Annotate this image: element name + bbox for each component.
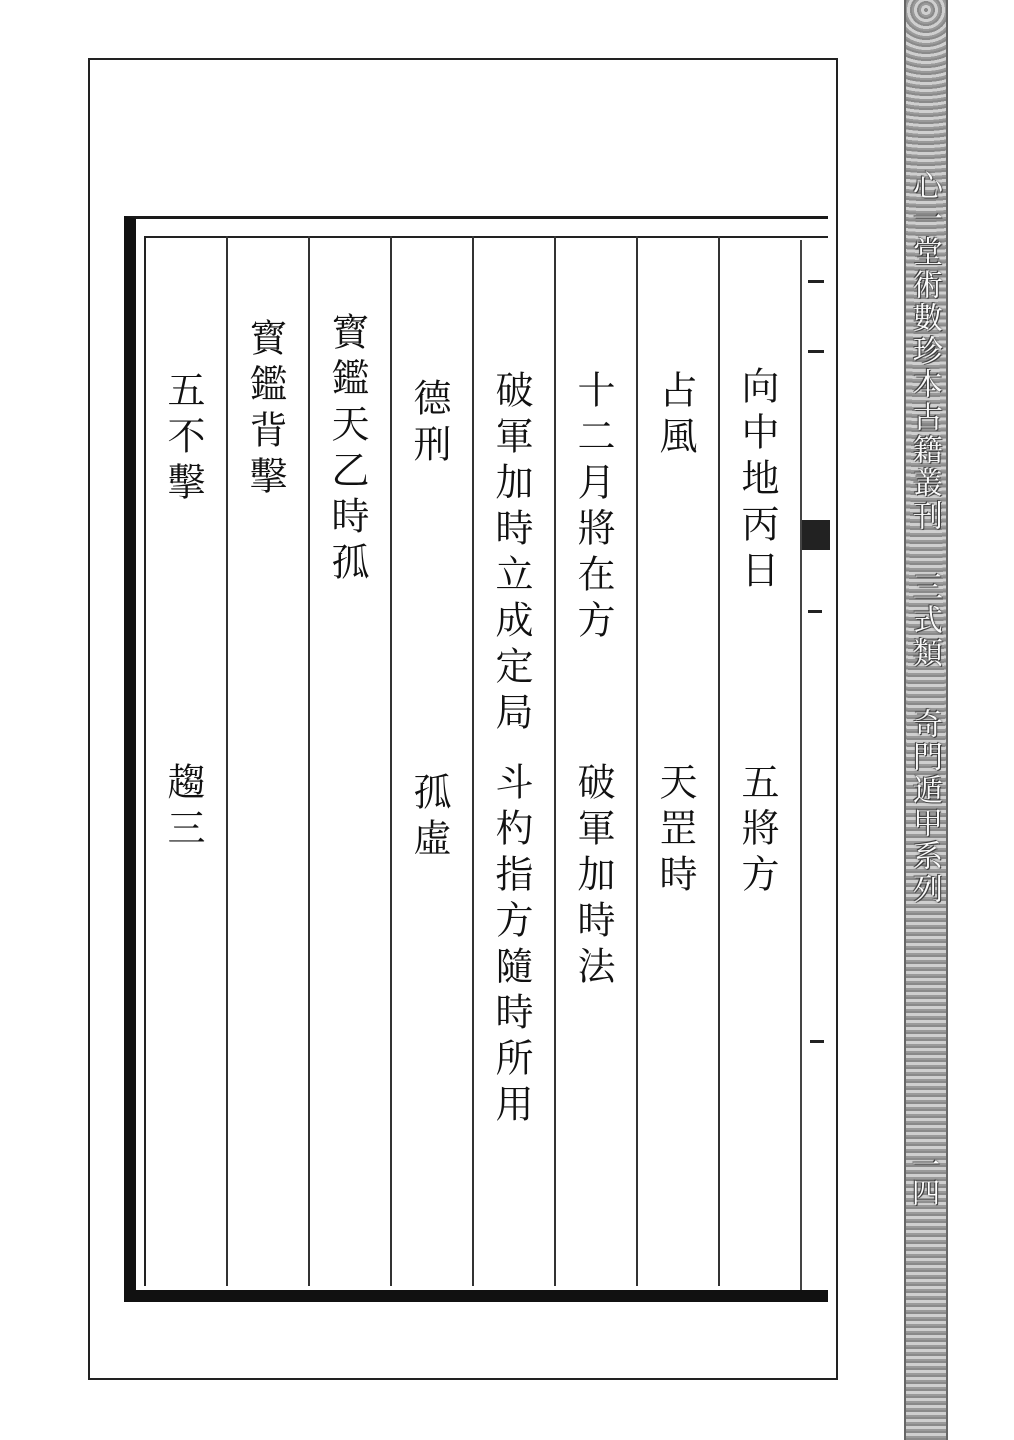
column-3-sub: 破軍加時法 (571, 762, 615, 992)
column-8-main: 五不擊 (161, 370, 205, 508)
print-block-border (124, 216, 828, 1302)
page-fragment (800, 240, 830, 1290)
column-6-main: 寳鑑天乙時孤 (325, 312, 369, 588)
top-rule (144, 236, 828, 238)
column-4-sub: 斗杓指方隨時所用 (489, 762, 533, 1130)
column-2-main: 占風 (653, 370, 697, 462)
column-divider (554, 236, 556, 1286)
left-rule (144, 236, 146, 1286)
column-7-main: 寳鑑背擊 (243, 318, 287, 502)
column-5-main: 德刑 (407, 378, 451, 470)
column-5-sub: 孤虛 (407, 772, 451, 864)
column-divider (636, 236, 638, 1286)
column-1-sub: 五將方 (735, 762, 779, 900)
column-3-main: 十二月將在方 (571, 370, 615, 646)
column-8-sub: 趨三 (161, 762, 205, 854)
column-divider (308, 236, 310, 1286)
column-4-main: 破軍加時立成定局 (489, 370, 533, 738)
column-divider (472, 236, 474, 1286)
fragment-mark (808, 610, 822, 613)
column-divider (226, 236, 228, 1286)
series-title: 心一堂術數珍本古籍叢刊 三式類 奇門遁甲系列 (907, 170, 942, 906)
column-1-main: 向中地丙日 (735, 366, 779, 596)
column-2-sub: 天罡時 (653, 762, 697, 900)
fragment-mark (808, 350, 824, 353)
column-divider (390, 236, 392, 1286)
column-divider (718, 236, 720, 1286)
fragment-mark (802, 520, 830, 550)
fragment-mark (810, 1040, 824, 1043)
page-number: 一四 (908, 1150, 941, 1206)
fragment-mark (808, 280, 824, 283)
